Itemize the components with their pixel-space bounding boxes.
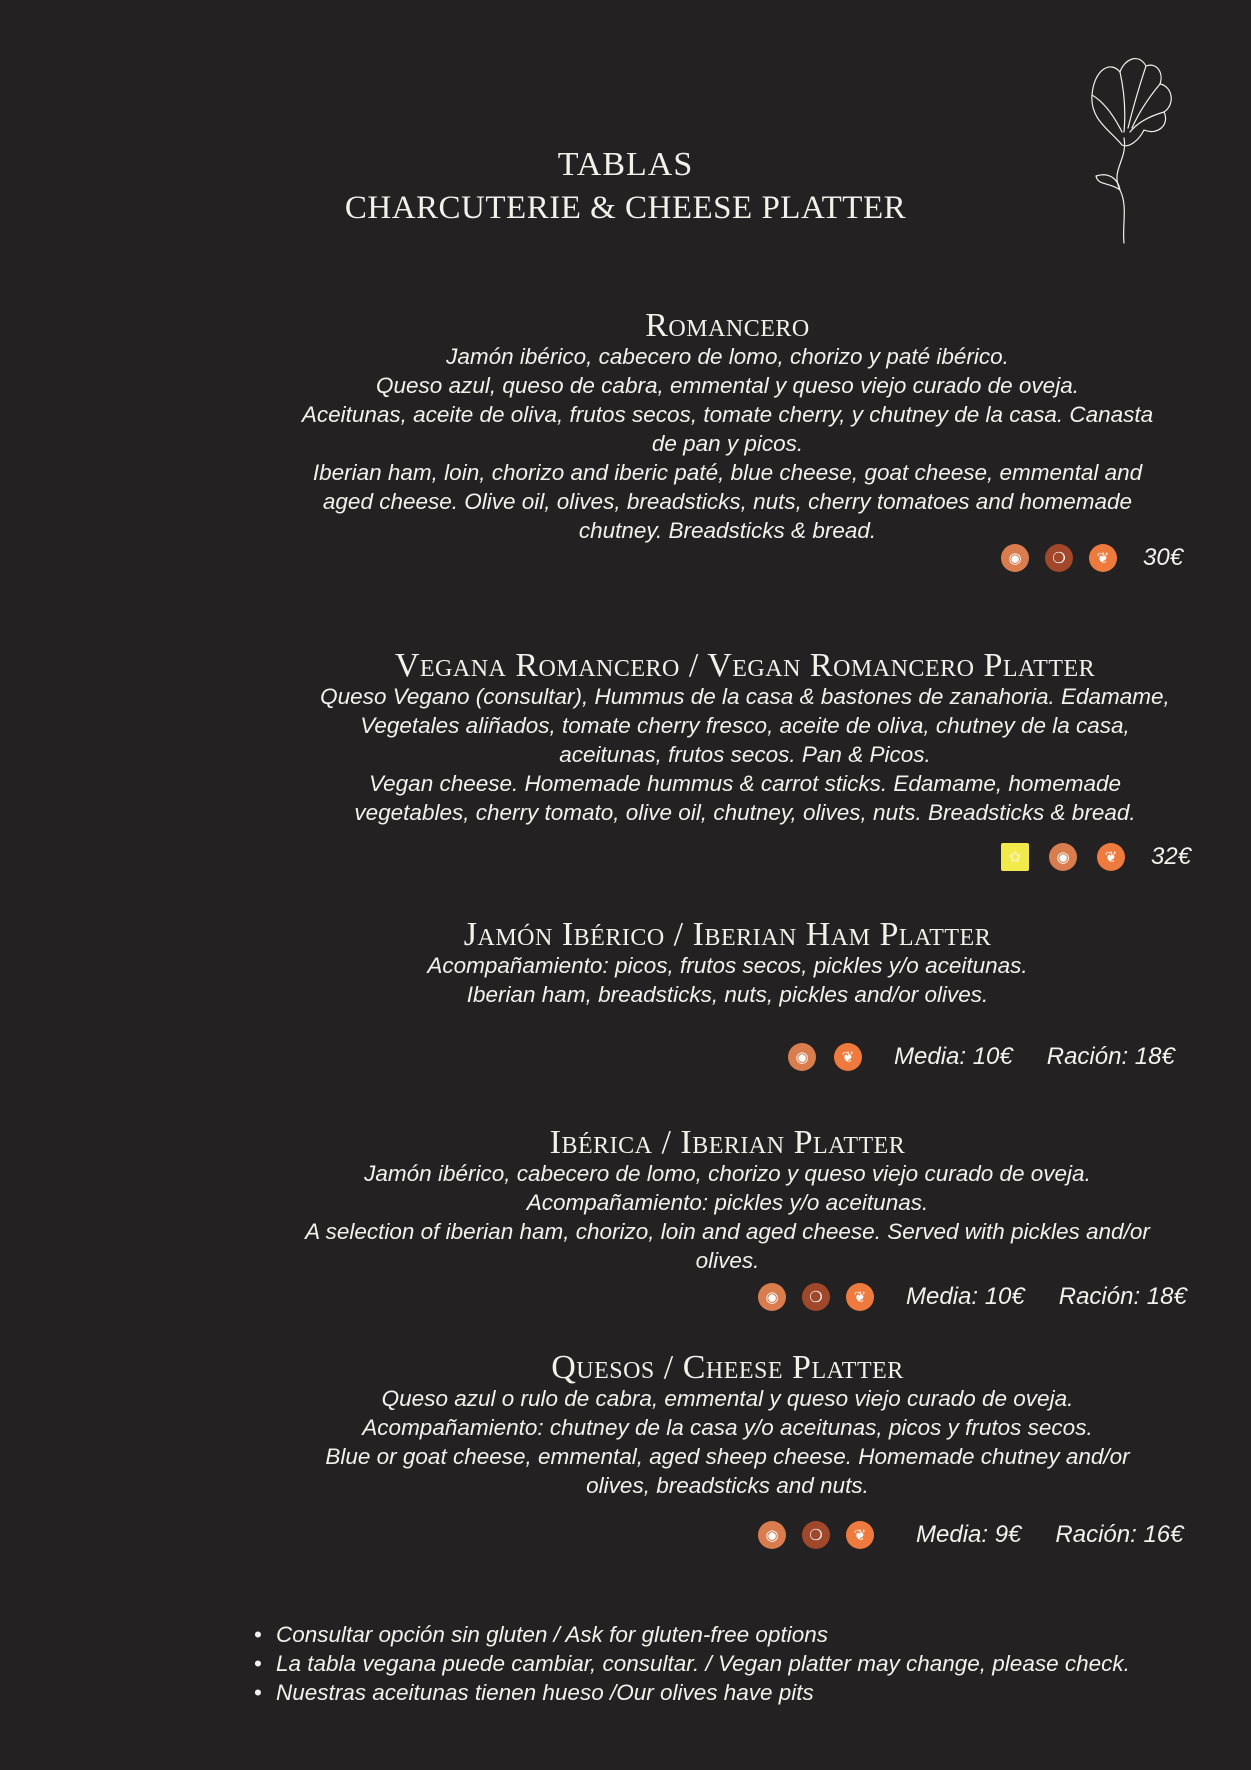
gluten-allergen-icon: ❦: [846, 1283, 874, 1311]
note-item: • La tabla vegana puede cambiar, consultar. / Vegan platter may change, please check.: [254, 1651, 1130, 1676]
notes-list: [254, 1620, 1130, 1707]
price-row: [758, 1521, 1184, 1549]
menu-item-iberian-ham: [250, 915, 1205, 1009]
item-price-half: Media: 9€: [916, 1521, 1022, 1548]
item-price-half: Media: 10€: [894, 1043, 1013, 1070]
gluten-allergen-icon: ❦: [1089, 544, 1117, 572]
note-item: • Consultar opción sin gluten / Ask for gluten-free options: [254, 1622, 828, 1647]
item-price: 32€: [1151, 843, 1192, 870]
menu-item-vegan-romancero: [265, 646, 1225, 827]
bullet-icon: •: [254, 1622, 262, 1647]
item-name: Jamón Ibérico / Iberian Ham Platter: [463, 916, 992, 953]
soy-allergen-icon: ✿: [1001, 843, 1029, 871]
item-name: Romancero: [645, 307, 810, 344]
item-description: Queso Vegano (consultar), Hummus de la casa & bastones de zanahoria. Edamame, Vegetales aliñados, tomate cherry fresco, aceite de oliva, chutney de la casa, aceitunas, frutos secos. Pan & Picos. Vegan cheese. Homemade hummus & carrot sticks. Edamame, homemade vegetables, cherry tomato, olive oil, chutney, olives, nuts. Breadsticks & bread.: [320, 684, 1170, 825]
item-price-full: Ración: 16€: [1055, 1521, 1184, 1548]
nuts-allergen-icon: ◉: [788, 1043, 816, 1071]
menu-item-romancero: [250, 306, 1205, 545]
nuts-allergen-icon: ◉: [1001, 544, 1029, 572]
page-title: TABLAS: [557, 146, 694, 183]
price-row: [1001, 544, 1183, 572]
item-price-full: Ración: 18€: [1058, 1283, 1187, 1310]
milk-allergen-icon: ❍: [802, 1521, 830, 1549]
note-item: • Nuestras aceitunas tienen hueso /Our olives have pits: [254, 1680, 814, 1705]
nuts-allergen-icon: ◉: [758, 1521, 786, 1549]
nuts-allergen-icon: ◉: [758, 1283, 786, 1311]
bullet-icon: •: [254, 1651, 262, 1676]
item-price-full: Ración: 18€: [1046, 1043, 1175, 1070]
item-name: Vegana Romancero / Vegan Romancero Platter: [394, 647, 1096, 684]
price-row: [758, 1283, 1187, 1311]
menu-item-iberian-platter: [250, 1123, 1205, 1275]
price-row: [1001, 843, 1191, 871]
menu-item-cheese-platter: [250, 1348, 1205, 1500]
item-price: 30€: [1143, 544, 1184, 571]
item-description: Jamón ibérico, cabecero de lomo, chorizo y queso viejo curado de oveja. Acompañamiento: pickles y/o aceitunas. A selection of iberian ham, chorizo, loin and aged cheese. Served with pickles and/or olives.: [305, 1161, 1150, 1273]
item-name: Quesos / Cheese Platter: [551, 1349, 904, 1386]
item-price-half: Media: 10€: [906, 1283, 1025, 1310]
price-row: [788, 1043, 1175, 1071]
item-description: Queso azul o rulo de cabra, emmental y queso viejo curado de oveja. Acompañamiento: chutney de la casa y/o aceitunas, picos y frutos secos. Blue or goat cheese, emmental, aged sheep cheese. Homemade chutney and/or olives, breadsticks and nuts.: [325, 1386, 1130, 1498]
item-name: Ibérica / Iberian Platter: [549, 1124, 906, 1161]
page-subtitle: CHARCUTERIE & CHEESE PLATTER: [344, 190, 907, 226]
gluten-allergen-icon: ❦: [846, 1521, 874, 1549]
milk-allergen-icon: ❍: [802, 1283, 830, 1311]
gluten-allergen-icon: ❦: [834, 1043, 862, 1071]
item-description: Jamón ibérico, cabecero de lomo, chorizo y paté ibérico. Queso azul, queso de cabra, emmental y queso viejo curado de oveja. Aceitunas, aceite de oliva, frutos secos, tomate cherry, y chutney de la casa. Canasta de pan y picos. Iberian ham, loin, chorizo and iberic paté, blue cheese, goat cheese, emmental and aged cheese. Olive oil, olives, breadsticks, nuts, cherry tomatoes and homemade chutney. Breadsticks & bread.: [301, 344, 1154, 543]
bullet-icon: •: [254, 1680, 262, 1705]
gluten-allergen-icon: ❦: [1097, 843, 1125, 871]
milk-allergen-icon: ❍: [1045, 544, 1073, 572]
item-description: Acompañamiento: picos, frutos secos, pickles y/o aceitunas. Iberian ham, breadsticks, nuts, pickles and/or olives.: [427, 953, 1028, 1007]
nuts-allergen-icon: ◉: [1049, 843, 1077, 871]
